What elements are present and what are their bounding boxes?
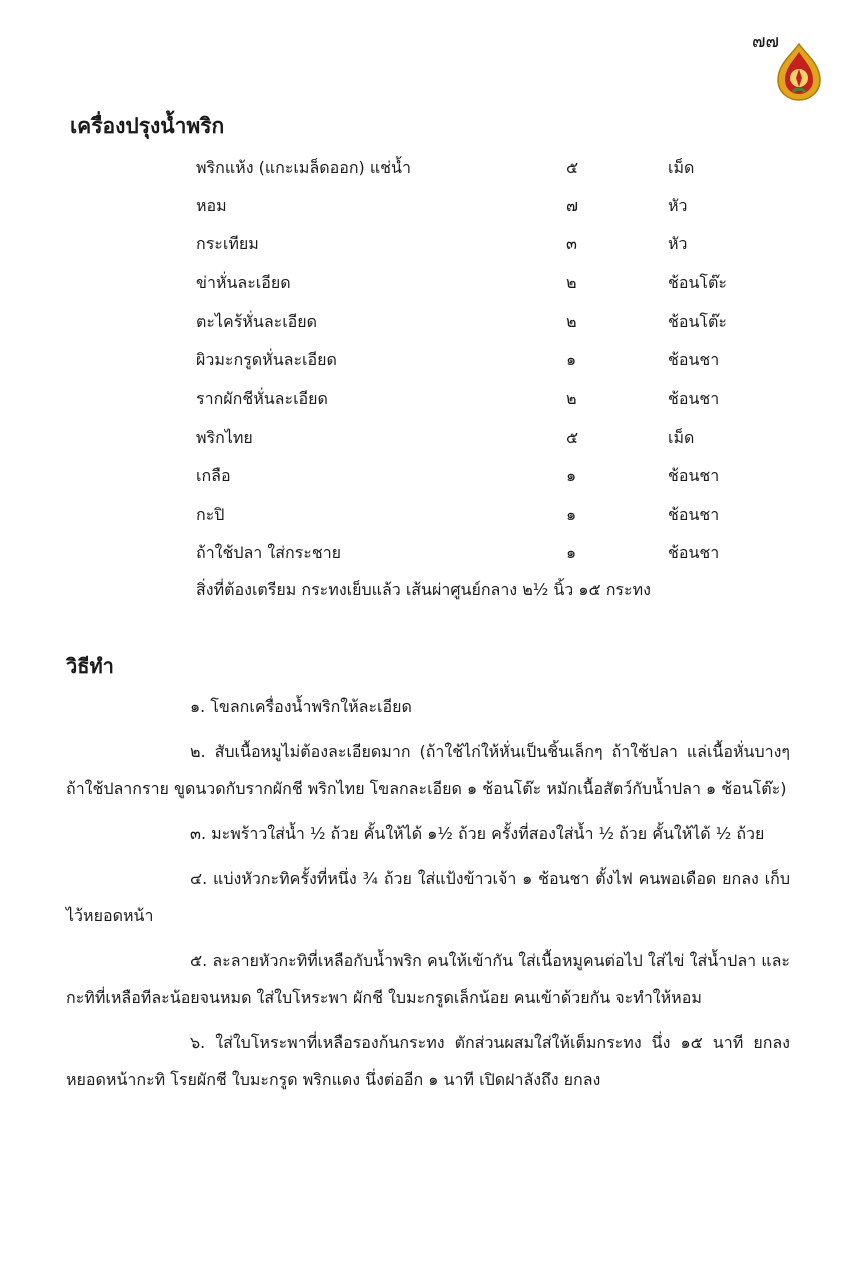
ingredient-row [0,384,860,414]
page-number: ๗๗ [752,31,780,52]
ingredient-qty: ๑ [566,466,577,485]
ingredient-name: ตะไคร้หั่นละเอียด [196,312,318,331]
ingredient-qty: ๑ [566,350,577,369]
ingredient-name: กะปิ [196,505,225,524]
method-step: ๓. มะพร้าวใส่น้ำ ½ ถ้วย คั้นให้ได้ ๑½ ถ้วย ครั้งที่สองใส่น้ำ ½ ถ้วย คั้นให้ได้ ½ ถ้วย [190,824,765,843]
school-emblem-seal-icon [776,42,822,102]
ingredient-unit: ช้อนชา [668,466,720,485]
method-heading: วิธีทำ [66,654,114,678]
method-step: ๒. สับเนื้อหมูไม่ต้องละเอียดมาก (ถ้าใช้ไก่ให้หั่นเป็นชิ้นเล็กๆ ถ้าใช้ปลา แล่เนื้อหั่นบางๆ ถ้าใช้ปลากราย ขูดนวดกับรากผักชี พริกไทย โขลกละเอียด ๑ ช้อนโต๊ะ หมักเนื้อสัตว์กับน้ำปลา ๑ ช้อนโต๊ะ) [66,742,790,798]
ingredient-unit: เม็ด [668,428,695,447]
ingredient-row [0,153,860,183]
ingredient-name: หอม [196,196,227,215]
ingredient-unit: ช้อนโต๊ะ [668,273,727,292]
method-step: ๑. โขลกเครื่องน้ำพริกให้ละเอียด [190,697,412,716]
ingredient-qty: ๑ [566,543,577,562]
ingredient-qty: ๒ [566,273,577,292]
ingredient-row [0,191,860,221]
ingredient-name: กระเทียม [196,234,259,253]
ingredient-name: ถ้าใช้ปลา ใส่กระชาย [196,543,342,562]
method-step: ๕. ละลายหัวกะทิที่เหลือกับน้ำพริก คนให้เข้ากัน ใส่เนื้อหมูคนต่อไป ใส่ไข่ ใส่น้ำปลา และกะทิที่เหลือทีละน้อยจนหมด ใส่ใบโหระพา ผักชี ใบมะกรูดเล็กน้อย คนเข้าด้วยกัน จะทำให้หอม [66,951,790,1007]
ingredient-row [0,345,860,375]
ingredient-row [0,268,860,298]
ingredient-unit: ช้อนชา [668,505,720,524]
ingredient-unit: หัว [668,196,688,215]
ingredient-row [0,461,860,491]
ingredient-name: พริกแห้ง (แกะเมล็ดออก) แช่น้ำ [196,158,411,177]
ingredient-qty: ๑ [566,505,577,524]
ingredient-qty: ๓ [566,234,577,253]
ingredient-row [0,423,860,453]
ingredient-unit: เม็ด [668,158,695,177]
ingredient-name: เกลือ [196,466,231,485]
ingredient-unit: ช้อนโต๊ะ [668,312,727,331]
ingredient-qty: ๒ [566,389,577,408]
ingredient-qty: ๕ [566,428,579,447]
ingredient-unit: ช้อนชา [668,389,720,408]
ingredient-row [0,229,860,259]
ingredient-unit: หัว [668,234,688,253]
ingredient-name: รากผักชีหั่นละเอียด [196,389,328,408]
ingredient-qty: ๒ [566,312,577,331]
ingredients-heading: เครื่องปรุงน้ำพริก [70,114,225,138]
ingredient-name: ผิวมะกรูดหั่นละเอียด [196,350,337,369]
ingredient-unit: ช้อนชา [668,543,720,562]
method-step: ๖. ใส่ใบโหระพาที่เหลือรองก้นกระทง ตักส่วนผสมใส่ให้เต็มกระทง นึ่ง ๑๕ นาที ยกลงหยอดหน้ากะทิ โรยผักชี ใบมะกรูด พริกแดง นึ่งต่ออีก ๑ นาที เปิดฝาลังถึง ยกลง [66,1033,790,1089]
ingredient-qty: ๕ [566,158,579,177]
ingredient-row [0,500,860,530]
ingredient-row [0,307,860,337]
ingredient-unit: ช้อนชา [668,350,720,369]
ingredient-name: ข่าหั่นละเอียด [196,273,291,292]
method-step: ๔. แบ่งหัวกะทิครั้งที่หนึ่ง ¾ ถ้วย ใส่แป้งข้าวเจ้า ๑ ช้อนชา ตั้งไฟ คนพอเดือด ยกลง เก็บไว้หยอดหน้า [66,869,790,925]
preparation-note: สิ่งที่ต้องเตรียม กระทงเย็บแล้ว เส้นผ่าศูนย์กลาง ๒½ นิ้ว ๑๕ กระทง [196,580,651,599]
ingredient-name: พริกไทย [196,428,253,447]
ingredient-qty: ๗ [566,196,579,215]
ingredient-row [0,538,860,568]
method-steps [66,688,790,1106]
